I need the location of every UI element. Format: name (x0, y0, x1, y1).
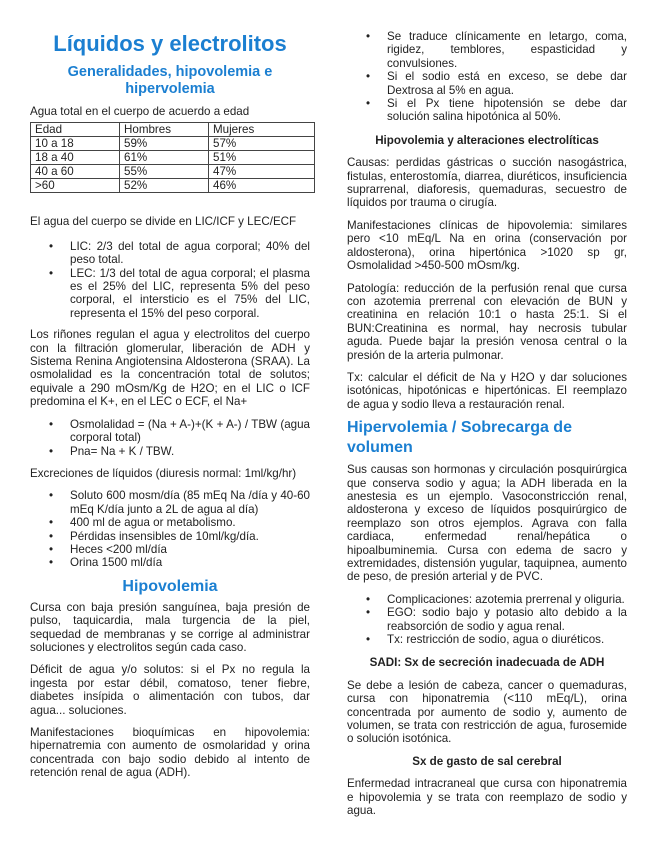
header-cell: Hombres (120, 123, 209, 137)
cell: 57% (209, 137, 315, 151)
hipervolemia-list (347, 593, 627, 647)
list-item: • Tx: restricción de sodio, agua o diuréticos. (387, 633, 627, 646)
formula-list (30, 418, 310, 458)
excretion-list (30, 489, 310, 569)
header-cell: Edad (31, 123, 120, 137)
cell: 18 a 40 (31, 151, 120, 165)
division-paragraph: El agua del cuerpo se divide en LIC/ICF y LEC/ECF (30, 215, 297, 229)
cell: 40 a 60 (31, 165, 120, 179)
list-item: • Complicaciones: azotemia prerrenal y oliguria. (387, 593, 627, 606)
sadi-paragraph: Se debe a lesión de cabeza, cancer o quemaduras, cursa con hiponatremia (<110 mEq/L), orina concentrada por aumento de sodio y, aumento de volumen, se trata con restricción de agua, furosemide o solución isotónica. (347, 678, 627, 746)
hipovolemia-paragraph-3: Manifestaciones bioquímicas en hipovolemia: hipernatremia con aumento de osmolaridad y orina concentrada con bajo sodio debido al intento de retención renal de agua (ADH). (30, 726, 310, 780)
cell: 51% (209, 151, 315, 165)
list-item: • Se traduce clínicamente en letargo, coma, rigidez, temblores, espasticidad y convulsiones. (387, 30, 627, 70)
hipovolemia-paragraph-2: Déficit de agua y/o solutos: si el Px no regula la ingesta por estar débil, comatoso, tener fiebre, diabetes insípida o alimentación con tubos, dar agua... soluciones. (30, 663, 310, 717)
table-row (31, 137, 315, 151)
list-item: • Si el Px tiene hipotensión se debe dar solución salina hipotónica al 50%. (387, 97, 627, 124)
causas-paragraph: Causas: perdidas gástricas o succión nasogástrica, fistulas, enterostomía, diarrea, diuréticos, insuficiencia suprarrenal, diaforesis, quemaduras, secuestro de líquidos por trauma o cirugía. (347, 156, 627, 210)
hipovolemia-paragraph-1: Cursa con baja presión sanguínea, baja presión de pulso, taquicardia, mala turgencia de la piel, sequedad de membranas y se corrige al administrar soluciones y electrolitos según cada caso. (30, 600, 310, 654)
cell: 10 a 18 (31, 137, 120, 151)
patologia-paragraph: Patología: reducción de la perfusión renal que cursa con azotemia prerrenal con elevación de BUN y creatinina en relación 10:1 o hasta 25:1. Si el BUN:Creatinina es normal, hay necrosis tubular aguda. Puede bajar la presión venosa central o la presión de la arteria pulmonar. (347, 281, 627, 362)
list-item: • LEC: 1/3 del total de agua corporal; el plasma es el 25% del LIC, representa 5% del peso corporal, el intersticio es el 75% del LIC, representa el 15% del peso corporal. (70, 267, 310, 321)
header-cell: Mujeres (209, 123, 315, 137)
table-header-row (31, 123, 315, 137)
list-item: • Pérdidas insensibles de 10ml/kg/día. (70, 530, 310, 543)
cell: 55% (120, 165, 209, 179)
subtitle: Generalidades, hipovolemia e hipervolemia (67, 64, 273, 97)
list-item: • EGO: sodio bajo y potasio alto debido a la reabsorción de sodio y agua renal. (387, 606, 627, 633)
gasto-sal-paragraph: Enfermedad intracraneal que cursa con hiponatremia e hipovolemia y se trata con reemplazo de sodio y agua. (347, 777, 627, 818)
section-heading-gasto-sal: Sx de gasto de sal cerebral (412, 754, 562, 768)
right-column (347, 30, 627, 818)
cell: 46% (209, 179, 315, 193)
section-heading-hipovolemia: Hipovolemia (122, 577, 218, 595)
list-item: • Si el sodio está en exceso, se debe dar Dextrosa al 5% en agua. (387, 70, 627, 97)
list-item: • Heces <200 ml/día (70, 543, 310, 556)
table-row (31, 151, 315, 165)
list-item: • 400 ml de agua or metabolismo. (70, 516, 310, 529)
section-heading-hipervolemia: Hipervolemia / Sobrecarga de volumen (347, 419, 572, 457)
table-caption: Agua total en el cuerpo de acuerdo a edad (30, 105, 250, 118)
table-row (31, 165, 315, 179)
list-item: • Soluto 600 mosm/día (85 mEq Na /día y 40-60 mEq K/día junto a 2L de agua al día) (70, 489, 310, 516)
section-heading-alteraciones: Hipovolemia y alteraciones electrolíticas (375, 133, 599, 147)
clinical-list (347, 30, 627, 124)
cell: 59% (120, 137, 209, 151)
cell: 47% (209, 165, 315, 179)
excretion-paragraph: Excreciones de líquidos (diuresis normal: 1ml/kg/hr) (30, 466, 297, 480)
list-item: • Orina 1500 ml/día (70, 556, 310, 569)
cell: >60 (31, 179, 120, 193)
cell: 52% (120, 179, 209, 193)
manifestaciones-paragraph: Manifestaciones clínicas de hipovolemia: similares pero <10 mEq/L Na en orina (conservación por aldosterona), orina hipertónica >1020 sp gr, Osmolalidad >450-500 mOsm/kg. (347, 218, 627, 273)
kidney-paragraph: Los riñones regulan el agua y electrolitos del cuerpo con la filtración glomerular, liberación de ADH y Sistema Renina Angiotensina Aldosterona (SRAA). La osmolalidad es la concentración total de solutos; equivale a 290 mOsm/Kg de H2O; en el LIC o ICF predomina el K+, en el LEC o ECF, el Na+ (30, 328, 310, 409)
water-by-age-table (30, 122, 315, 193)
list-item: • LIC: 2/3 del total de agua corporal; 40% del peso total. (70, 240, 310, 267)
section-heading-sadi: SADI: Sx de secreción inadecuada de ADH (369, 656, 605, 670)
cell: 61% (120, 151, 209, 165)
tx-paragraph: Tx: calcular el déficit de Na y H2O y dar soluciones isotónicas, hipotónicas e hipertónicas. El reemplazo de agua y sodio lleva a restauración renal. (347, 370, 627, 411)
list-item: • Pna= Na + K / TBW. (70, 445, 310, 458)
left-column (30, 0, 310, 780)
page-title: Líquidos y electrolitos (53, 31, 287, 56)
hipervolemia-paragraph: Sus causas son hormonas y circulación posquirúrgica que conserva sodio y agua; la ADH liberada en la anestesia es un ejemplo. Vasoconstricción renal, aldosterona y exceso de líquidos posquirúrgico de reemplazo son otros ejemplos. Agrava con falla cardiaca, enfermedad renal/hepática o hipoalbuminemia. Cursa con edema de sacro y extremidades, distensión yugular, taquipnea, aumento de peso, de presión arterial y de PVC. (347, 463, 627, 584)
division-list (30, 240, 310, 320)
list-item: • Osmolalidad = (Na + A-)+(K + A-) / TBW (agua corporal total) (70, 418, 310, 445)
table-row (31, 179, 315, 193)
